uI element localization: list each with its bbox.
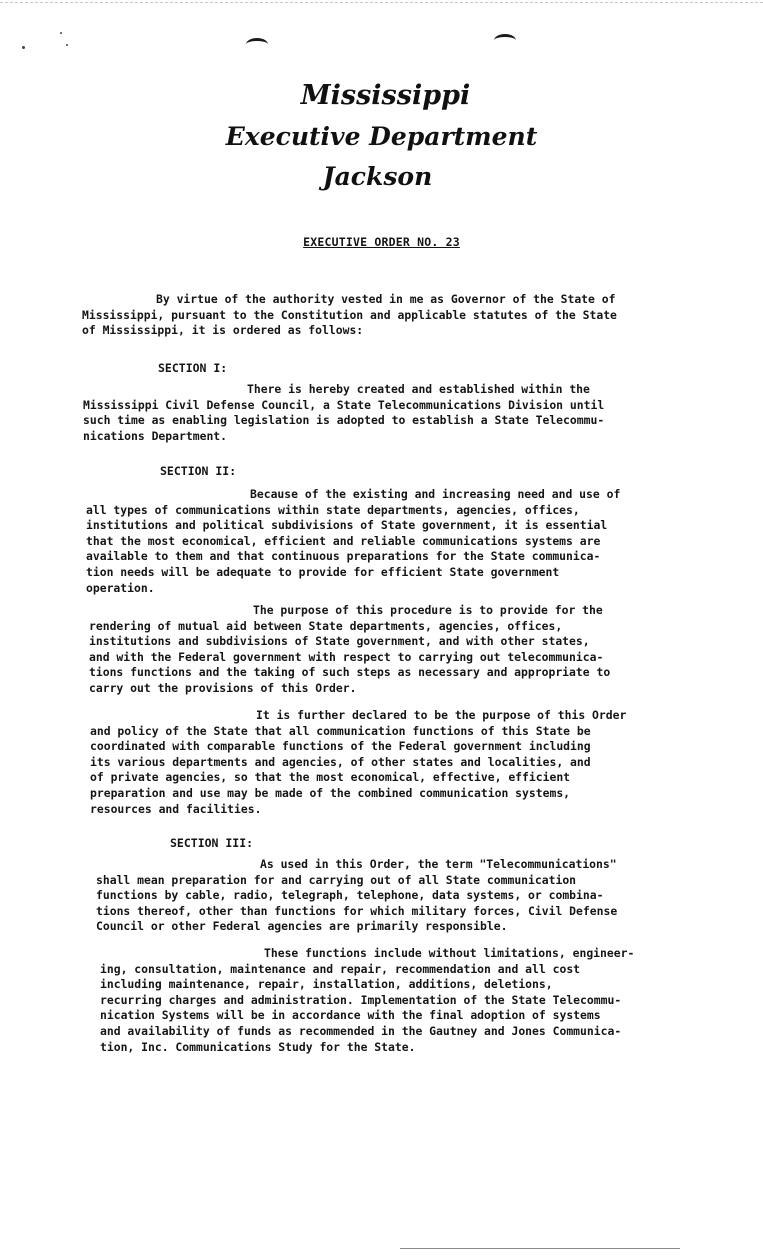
scan-speck bbox=[66, 44, 68, 46]
text-line: ing, consultation, maintenance and repair, recommendation and all cost bbox=[100, 961, 581, 976]
section-3-heading: SECTION III: bbox=[170, 836, 254, 850]
text-line: functions by cable, radio, telegraph, telephone, data systems, or combina- bbox=[96, 888, 604, 903]
text-line: of private agencies, so that the most economical, effective, efficient bbox=[90, 770, 571, 785]
text-line: The purpose of this procedure is to provide for the bbox=[253, 603, 603, 617]
text-line: and policy of the State that all communication functions of this State be bbox=[90, 723, 591, 738]
text-line: operation. bbox=[86, 580, 155, 595]
text-line: institutions and subdivisions of State government, and with other states, bbox=[89, 634, 590, 649]
section-2-paragraph-2 bbox=[89, 603, 610, 697]
section-2-paragraph-1 bbox=[86, 487, 620, 596]
bottom-edge-line bbox=[400, 1248, 680, 1249]
text-line: such time as enabling legislation is adopted to establish a State Telecommu- bbox=[83, 413, 605, 428]
text-line: tion, Inc. Communications Study for the State. bbox=[100, 1039, 416, 1054]
text-line: By virtue of the authority vested in me as Governor of the State of bbox=[156, 292, 616, 306]
punch-hole-mark-left bbox=[246, 38, 268, 51]
section-1-paragraph bbox=[83, 382, 604, 444]
letterhead-department: Executive Department bbox=[225, 122, 538, 151]
text-line: It is further declared to be the purpose of this Order bbox=[256, 708, 627, 722]
text-line: Mississippi, pursuant to the Constitution and applicable statutes of the State bbox=[82, 307, 617, 322]
text-line: Council or other Federal agencies are primarily responsible. bbox=[96, 919, 508, 934]
preamble-paragraph bbox=[82, 292, 617, 339]
section-2-heading: SECTION II: bbox=[160, 464, 237, 478]
text-line: There is hereby created and established within the bbox=[247, 382, 590, 396]
text-line: its various departments and agencies, of other states and localities, and bbox=[90, 754, 591, 769]
text-line: nication Systems will be in accordance with the final adoption of systems bbox=[100, 1008, 601, 1023]
text-line: coordinated with comparable functions of the Federal government including bbox=[90, 739, 591, 754]
scan-speck bbox=[22, 46, 25, 49]
letterhead-city: Jackson bbox=[322, 162, 433, 191]
text-line: and with the Federal government with respect to carrying out telecommunica- bbox=[89, 649, 604, 664]
perforation-edge bbox=[0, 2, 763, 3]
text-line: recurring charges and administration. Implementation of the State Telecommu- bbox=[100, 992, 622, 1007]
text-line: nications Department. bbox=[83, 428, 228, 443]
section-3-paragraph-2 bbox=[100, 946, 634, 1055]
section-1-heading: SECTION I: bbox=[158, 361, 228, 375]
text-line: institutions and political subdivisions of State government, it is essential bbox=[86, 518, 608, 533]
text-line: carry out the provisions of this Order. bbox=[89, 680, 357, 695]
text-line: preparation and use may be made of the combined communication systems, bbox=[90, 785, 571, 800]
text-line: shall mean preparation for and carrying out of all State communication bbox=[96, 872, 577, 887]
letterhead-state: Mississippi bbox=[300, 80, 471, 111]
text-line: As used in this Order, the term "Telecommunications" bbox=[260, 857, 617, 871]
text-line: tions functions and the taking of such steps as necessary and appropriate to bbox=[89, 665, 611, 680]
text-line: rendering of mutual aid between State departments, agencies, offices, bbox=[89, 618, 563, 633]
scan-speck bbox=[60, 32, 62, 34]
text-line: tions thereof, other than functions for which military forces, Civil Defense bbox=[96, 903, 618, 918]
text-line: resources and facilities. bbox=[90, 801, 262, 816]
text-line: Mississippi Civil Defense Council, a State Telecommunications Division until bbox=[83, 397, 605, 412]
text-line: that the most economical, efficient and reliable communications systems are bbox=[86, 533, 601, 548]
text-line: These functions include without limitations, engineer- bbox=[264, 946, 635, 960]
order-title: EXECUTIVE ORDER NO. 23 bbox=[303, 235, 460, 249]
text-line: of Mississippi, it is ordered as follows: bbox=[82, 323, 364, 338]
text-line: all types of communications within state departments, agencies, offices, bbox=[86, 502, 580, 517]
section-3-paragraph-1 bbox=[96, 857, 617, 935]
text-line: Because of the existing and increasing need and use of bbox=[250, 487, 621, 501]
text-line: and availability of funds as recommended in the Gautney and Jones Communica- bbox=[100, 1023, 622, 1038]
text-line: including maintenance, repair, installation, additions, deletions, bbox=[100, 977, 553, 992]
text-line: available to them and that continuous preparations for the State communica- bbox=[86, 549, 601, 564]
punch-hole-mark-right bbox=[494, 34, 516, 47]
text-line: tion needs will be adequate to provide for efficient State government bbox=[86, 564, 560, 579]
section-2-paragraph-3 bbox=[90, 708, 626, 817]
